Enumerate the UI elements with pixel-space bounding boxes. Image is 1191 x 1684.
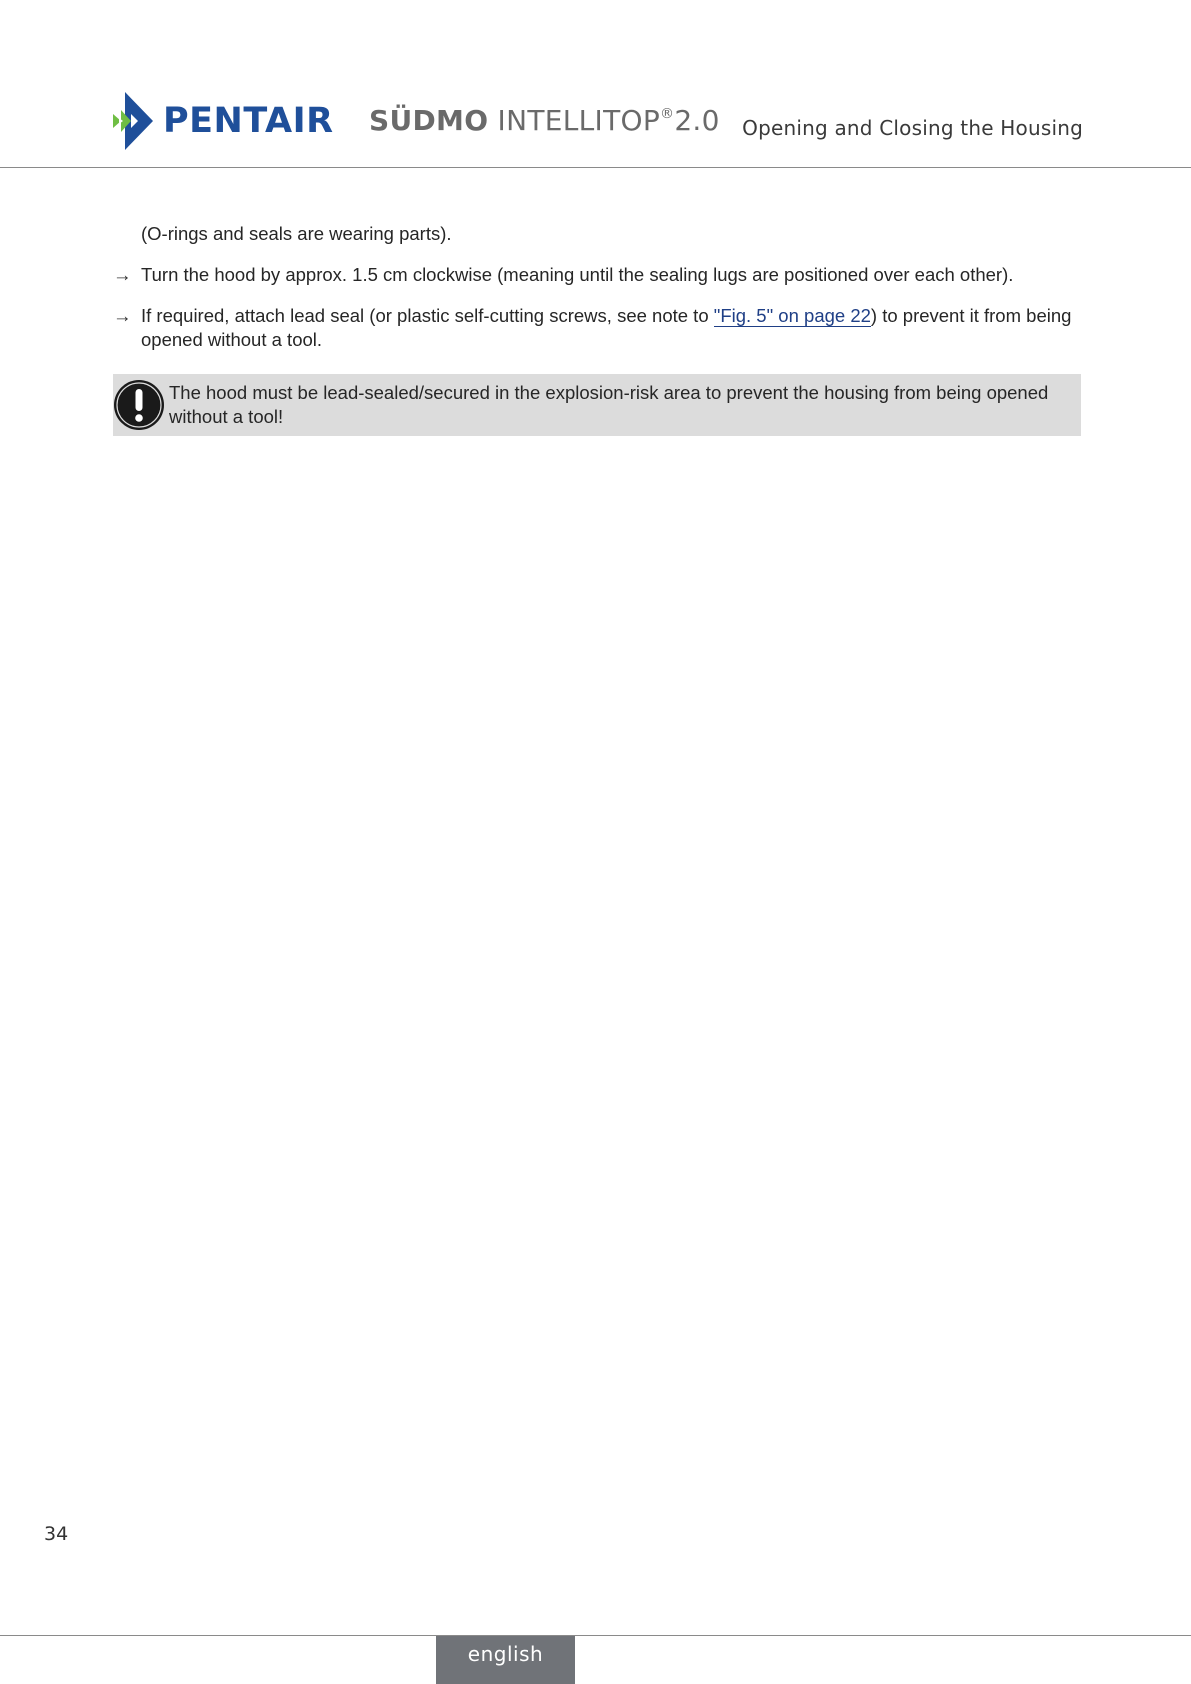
section-title: Opening and Closing the Housing (742, 116, 1083, 140)
warning-text: The hood must be lead-sealed/secured in the explosion-risk area to prevent the housing from being opened without a tool! (169, 382, 1049, 427)
instruction-step (113, 263, 1081, 287)
figure-reference-link[interactable]: "Fig. 5" on page 22 (713, 305, 871, 326)
exclamation-icon (113, 379, 165, 431)
instruction-text-after: ) to prevent it from being opened without a tool. (141, 305, 1072, 350)
page-number: 34 (44, 1523, 69, 1545)
product-version: 2.0 (674, 104, 720, 137)
pentair-logo (111, 92, 334, 150)
product-model: INTELLITOP (497, 104, 660, 137)
instruction-step (113, 304, 1081, 352)
registered-mark: ® (660, 106, 675, 122)
product-brand: SÜDMO (369, 104, 489, 137)
page-header (0, 0, 1191, 168)
product-name (369, 104, 720, 137)
pentair-diamond-icon (111, 92, 157, 150)
logo-wordmark: PENTAIR (163, 101, 334, 141)
warning-box (113, 374, 1081, 436)
arrow-right-icon: → (113, 305, 132, 326)
language-tab: english (436, 1636, 575, 1684)
arrow-right-icon: → (113, 264, 132, 285)
instruction-text: Turn the hood by approx. 1.5 cm clockwise (meaning until the sealing lugs are positioned over each other). (141, 264, 1014, 285)
footer-divider (0, 1635, 1191, 1636)
paragraph-text: (O-rings and seals are wearing parts). (141, 223, 452, 244)
main-content (113, 222, 1081, 369)
paragraph-continuation (113, 222, 1081, 246)
instruction-text-before: If required, attach lead seal (or plastic self-cutting screws, see note to (141, 305, 714, 326)
